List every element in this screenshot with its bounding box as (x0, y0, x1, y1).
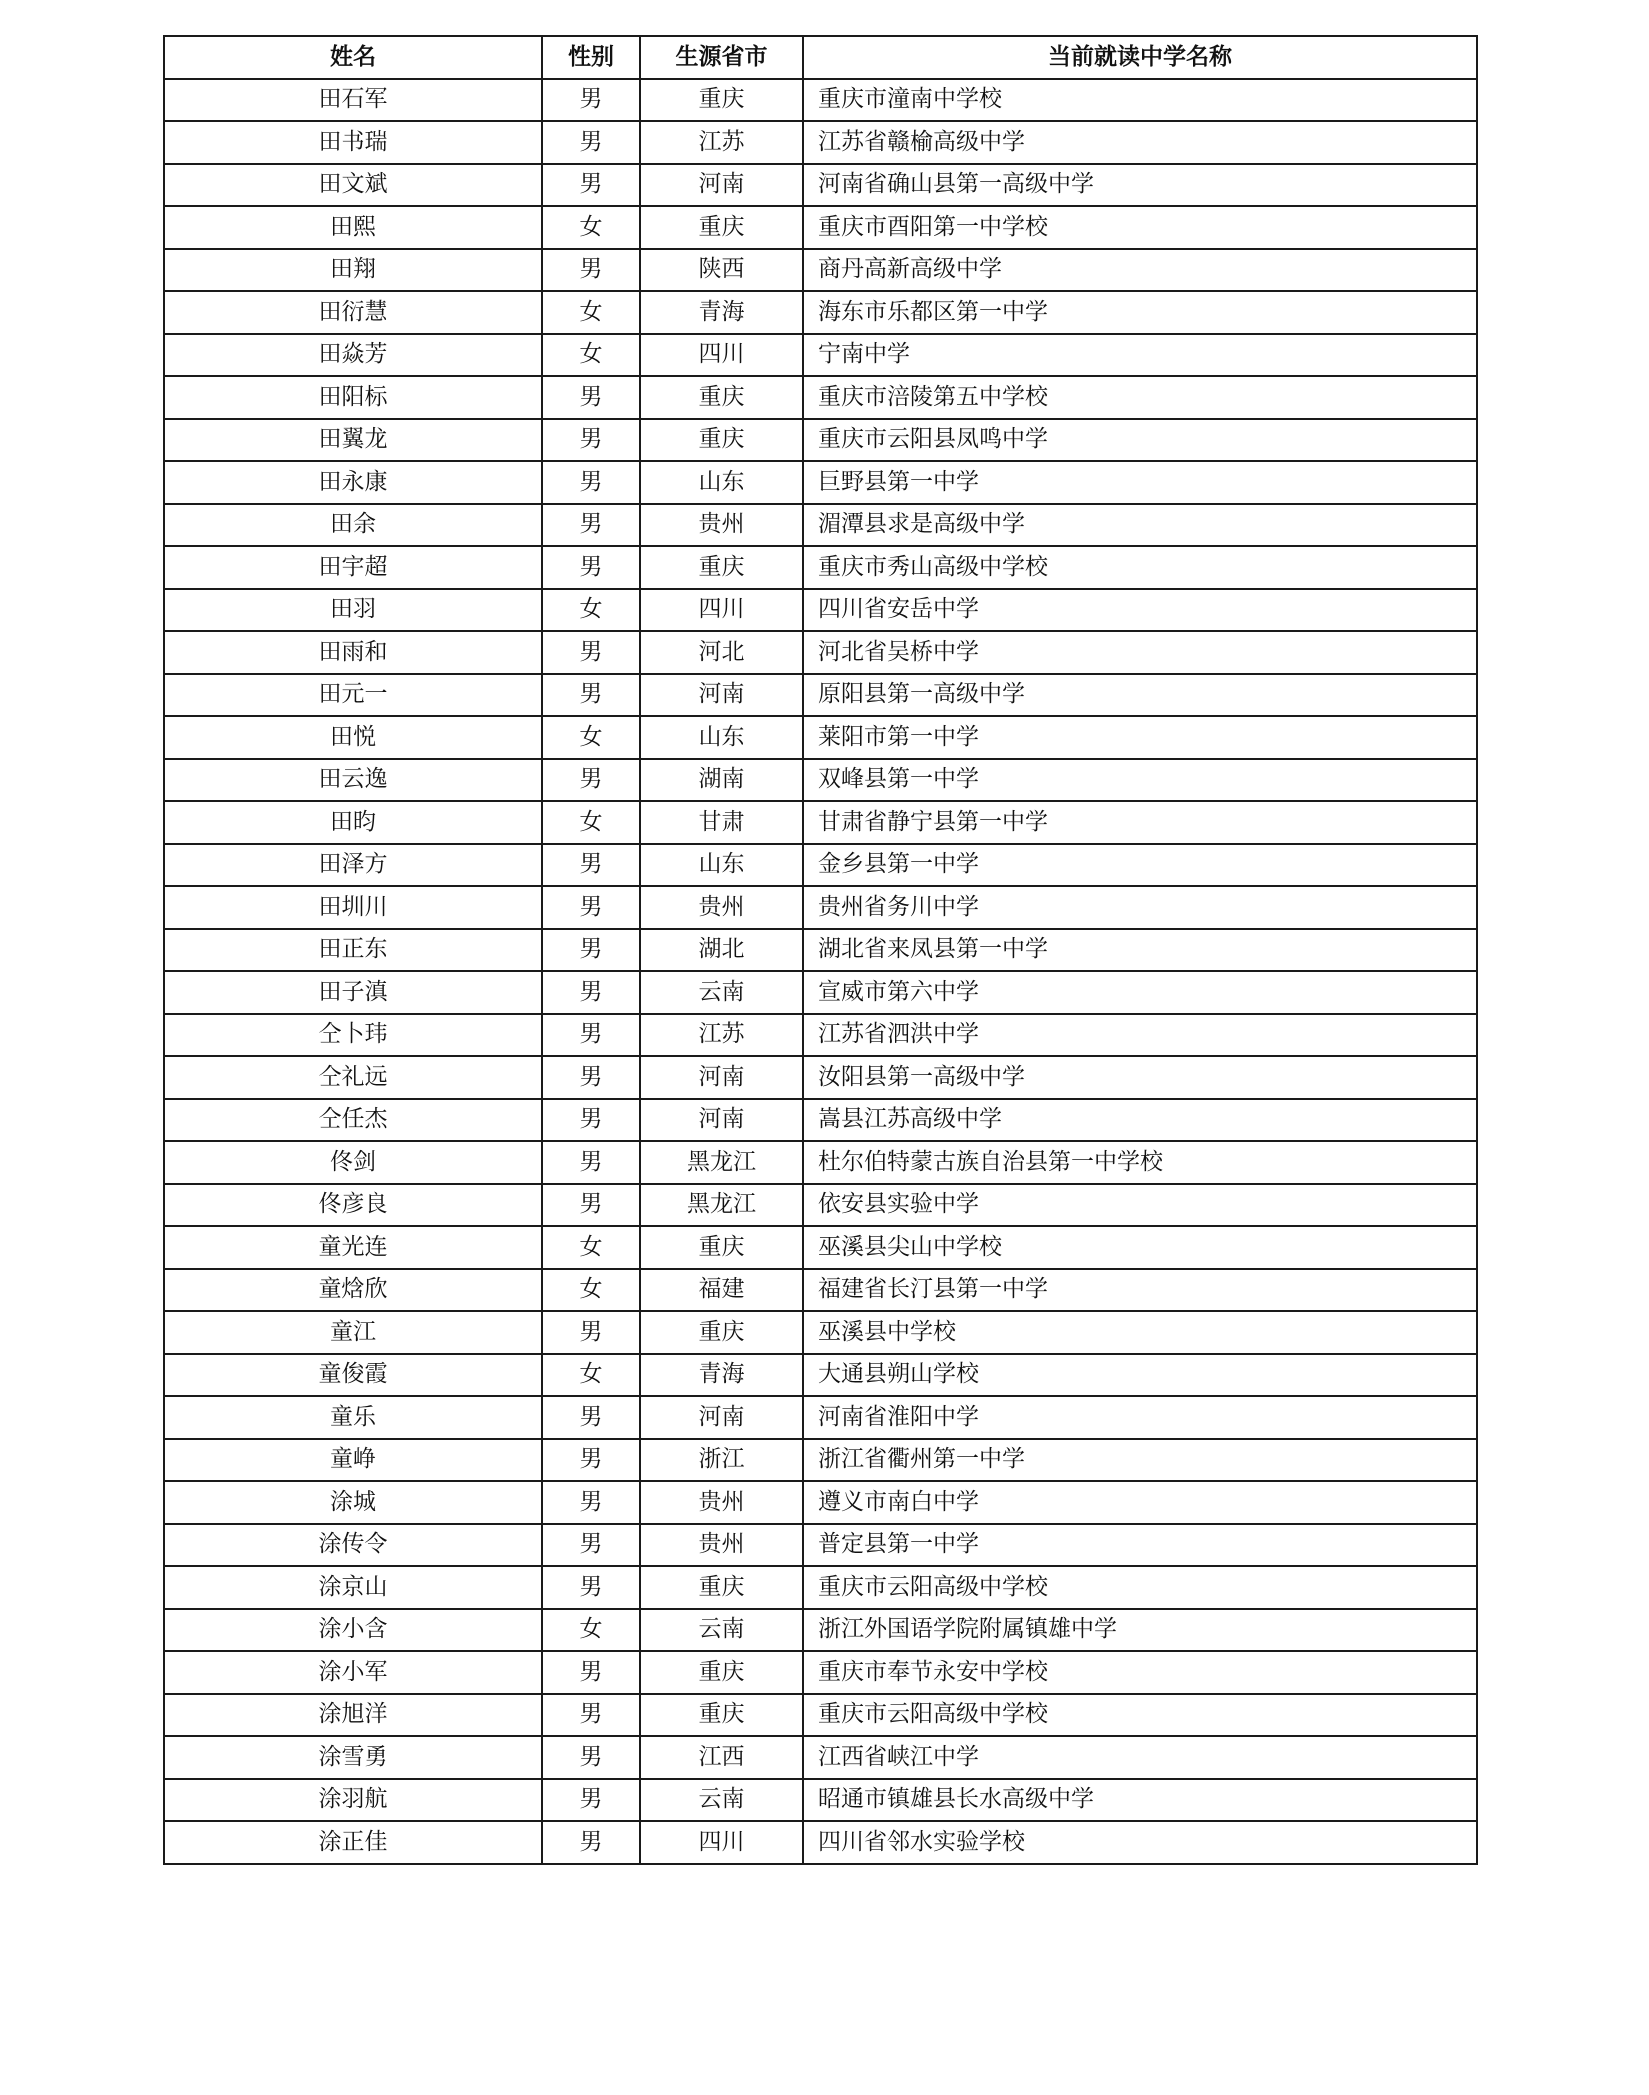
cell-gender: 男 (542, 79, 640, 122)
cell-gender: 女 (542, 334, 640, 377)
cell-province: 贵州 (640, 886, 803, 929)
cell-name: 田昀 (164, 801, 542, 844)
cell-school: 贵州省务川中学 (803, 886, 1477, 929)
cell-school: 金乡县第一中学 (803, 844, 1477, 887)
cell-gender: 男 (542, 1694, 640, 1737)
cell-province: 陕西 (640, 249, 803, 292)
cell-gender: 男 (542, 249, 640, 292)
cell-province: 重庆 (640, 206, 803, 249)
table-row (164, 801, 1477, 844)
cell-province: 湖北 (640, 929, 803, 972)
cell-gender: 男 (542, 1821, 640, 1864)
table-row (164, 249, 1477, 292)
header-school: 当前就读中学名称 (803, 36, 1477, 79)
cell-gender: 男 (542, 1524, 640, 1567)
cell-province: 青海 (640, 1354, 803, 1397)
header-row (164, 36, 1477, 79)
cell-gender: 男 (542, 376, 640, 419)
table-row (164, 971, 1477, 1014)
header-name: 姓名 (164, 36, 542, 79)
cell-gender: 男 (542, 1311, 640, 1354)
cell-school: 巨野县第一中学 (803, 461, 1477, 504)
cell-name: 童峥 (164, 1439, 542, 1482)
table-row (164, 844, 1477, 887)
cell-name: 田宇超 (164, 546, 542, 589)
cell-school: 遵义市南白中学 (803, 1481, 1477, 1524)
cell-name: 田文斌 (164, 164, 542, 207)
cell-school: 重庆市云阳高级中学校 (803, 1566, 1477, 1609)
cell-school: 河南省淮阳中学 (803, 1396, 1477, 1439)
cell-name: 童江 (164, 1311, 542, 1354)
cell-name: 仝卜玮 (164, 1014, 542, 1057)
cell-gender: 男 (542, 546, 640, 589)
cell-name: 涂正佳 (164, 1821, 542, 1864)
cell-gender: 女 (542, 1609, 640, 1652)
cell-province: 四川 (640, 1821, 803, 1864)
cell-province: 浙江 (640, 1439, 803, 1482)
table-row (164, 1056, 1477, 1099)
cell-school: 汝阳县第一高级中学 (803, 1056, 1477, 1099)
cell-province: 河南 (640, 674, 803, 717)
student-roster-table (163, 35, 1478, 1865)
cell-name: 田焱芳 (164, 334, 542, 377)
cell-name: 佟彦良 (164, 1184, 542, 1227)
cell-name: 田翼龙 (164, 419, 542, 462)
cell-gender: 男 (542, 886, 640, 929)
table-row (164, 1184, 1477, 1227)
cell-name: 田阳标 (164, 376, 542, 419)
table-row (164, 419, 1477, 462)
table-row (164, 546, 1477, 589)
cell-province: 黑龙江 (640, 1184, 803, 1227)
cell-school: 重庆市云阳县凤鸣中学 (803, 419, 1477, 462)
table-row (164, 1651, 1477, 1694)
cell-name: 仝任杰 (164, 1099, 542, 1142)
table-row (164, 759, 1477, 802)
table-row (164, 1524, 1477, 1567)
cell-name: 田衍慧 (164, 291, 542, 334)
table-row (164, 79, 1477, 122)
cell-school: 湖北省来凤县第一中学 (803, 929, 1477, 972)
cell-school: 双峰县第一中学 (803, 759, 1477, 802)
cell-province: 四川 (640, 334, 803, 377)
cell-school: 宣威市第六中学 (803, 971, 1477, 1014)
cell-school: 重庆市秀山高级中学校 (803, 546, 1477, 589)
cell-province: 贵州 (640, 504, 803, 547)
table-row (164, 1736, 1477, 1779)
cell-province: 河南 (640, 1396, 803, 1439)
cell-province: 河南 (640, 1099, 803, 1142)
table-row (164, 1226, 1477, 1269)
cell-gender: 男 (542, 121, 640, 164)
cell-name: 涂旭洋 (164, 1694, 542, 1737)
cell-gender: 女 (542, 206, 640, 249)
cell-school: 大通县朔山学校 (803, 1354, 1477, 1397)
cell-province: 江苏 (640, 121, 803, 164)
table-row (164, 164, 1477, 207)
table-row (164, 631, 1477, 674)
cell-school: 普定县第一中学 (803, 1524, 1477, 1567)
cell-gender: 男 (542, 1184, 640, 1227)
table-row (164, 1694, 1477, 1737)
cell-province: 黑龙江 (640, 1141, 803, 1184)
cell-name: 童焓欣 (164, 1269, 542, 1312)
cell-name: 涂小含 (164, 1609, 542, 1652)
table-row (164, 589, 1477, 632)
cell-school: 依安县实验中学 (803, 1184, 1477, 1227)
table-row (164, 1311, 1477, 1354)
cell-name: 田元一 (164, 674, 542, 717)
cell-province: 重庆 (640, 376, 803, 419)
cell-province: 贵州 (640, 1524, 803, 1567)
table-row (164, 1439, 1477, 1482)
table-row (164, 1099, 1477, 1142)
table-row (164, 1566, 1477, 1609)
cell-gender: 男 (542, 1141, 640, 1184)
cell-gender: 男 (542, 759, 640, 802)
cell-name: 田书瑞 (164, 121, 542, 164)
table-row (164, 1141, 1477, 1184)
cell-gender: 男 (542, 929, 640, 972)
cell-name: 田羽 (164, 589, 542, 632)
cell-gender: 女 (542, 291, 640, 334)
cell-name: 童乐 (164, 1396, 542, 1439)
cell-gender: 女 (542, 1354, 640, 1397)
cell-province: 河北 (640, 631, 803, 674)
table-row (164, 1609, 1477, 1652)
cell-name: 涂羽航 (164, 1779, 542, 1822)
cell-school: 重庆市云阳高级中学校 (803, 1694, 1477, 1737)
cell-school: 重庆市涪陵第五中学校 (803, 376, 1477, 419)
cell-gender: 男 (542, 1651, 640, 1694)
cell-school: 重庆市酉阳第一中学校 (803, 206, 1477, 249)
cell-name: 田子滇 (164, 971, 542, 1014)
table-row (164, 291, 1477, 334)
table-row (164, 929, 1477, 972)
cell-gender: 女 (542, 1226, 640, 1269)
cell-gender: 男 (542, 1014, 640, 1057)
cell-province: 河南 (640, 164, 803, 207)
cell-name: 涂传令 (164, 1524, 542, 1567)
cell-school: 江西省峡江中学 (803, 1736, 1477, 1779)
cell-gender: 男 (542, 674, 640, 717)
cell-gender: 女 (542, 716, 640, 759)
cell-name: 涂小军 (164, 1651, 542, 1694)
cell-province: 重庆 (640, 1651, 803, 1694)
table-body (164, 79, 1477, 1864)
cell-name: 田雨和 (164, 631, 542, 674)
cell-name: 田悦 (164, 716, 542, 759)
table-row (164, 1821, 1477, 1864)
header-province: 生源省市 (640, 36, 803, 79)
cell-name: 田圳川 (164, 886, 542, 929)
cell-gender: 男 (542, 1439, 640, 1482)
table-row (164, 376, 1477, 419)
table-row (164, 121, 1477, 164)
table-row (164, 334, 1477, 377)
cell-province: 云南 (640, 971, 803, 1014)
table-row (164, 1779, 1477, 1822)
cell-name: 童光连 (164, 1226, 542, 1269)
cell-name: 田余 (164, 504, 542, 547)
cell-province: 青海 (640, 291, 803, 334)
cell-province: 云南 (640, 1609, 803, 1652)
cell-name: 田正东 (164, 929, 542, 972)
cell-gender: 男 (542, 1779, 640, 1822)
cell-school: 嵩县江苏高级中学 (803, 1099, 1477, 1142)
cell-school: 宁南中学 (803, 334, 1477, 377)
cell-school: 商丹高新高级中学 (803, 249, 1477, 292)
cell-gender: 男 (542, 1099, 640, 1142)
table-row (164, 1481, 1477, 1524)
cell-name: 涂城 (164, 1481, 542, 1524)
header-gender: 性别 (542, 36, 640, 79)
cell-gender: 男 (542, 1481, 640, 1524)
table-row (164, 1354, 1477, 1397)
cell-name: 田熙 (164, 206, 542, 249)
cell-province: 河南 (640, 1056, 803, 1099)
cell-province: 四川 (640, 589, 803, 632)
cell-school: 海东市乐都区第一中学 (803, 291, 1477, 334)
cell-gender: 男 (542, 419, 640, 462)
cell-province: 重庆 (640, 546, 803, 589)
table-header (164, 36, 1477, 79)
cell-gender: 男 (542, 1566, 640, 1609)
cell-gender: 男 (542, 461, 640, 504)
cell-school: 河南省确山县第一高级中学 (803, 164, 1477, 207)
table-row (164, 1269, 1477, 1312)
cell-province: 重庆 (640, 1566, 803, 1609)
cell-school: 河北省吴桥中学 (803, 631, 1477, 674)
cell-province: 甘肃 (640, 801, 803, 844)
cell-province: 重庆 (640, 1226, 803, 1269)
table-row (164, 1396, 1477, 1439)
cell-province: 重庆 (640, 1311, 803, 1354)
cell-school: 江苏省赣榆高级中学 (803, 121, 1477, 164)
cell-name: 田泽方 (164, 844, 542, 887)
cell-province: 山东 (640, 461, 803, 504)
table-row (164, 886, 1477, 929)
cell-school: 甘肃省静宁县第一中学 (803, 801, 1477, 844)
cell-school: 杜尔伯特蒙古族自治县第一中学校 (803, 1141, 1477, 1184)
cell-name: 田翔 (164, 249, 542, 292)
cell-province: 云南 (640, 1779, 803, 1822)
cell-school: 福建省长汀县第一中学 (803, 1269, 1477, 1312)
table-row (164, 461, 1477, 504)
cell-name: 田云逸 (164, 759, 542, 802)
cell-school: 莱阳市第一中学 (803, 716, 1477, 759)
table-row (164, 1014, 1477, 1057)
cell-gender: 男 (542, 504, 640, 547)
table-row (164, 716, 1477, 759)
cell-gender: 男 (542, 1396, 640, 1439)
cell-school: 浙江省衢州第一中学 (803, 1439, 1477, 1482)
cell-school: 浙江外国语学院附属镇雄中学 (803, 1609, 1477, 1652)
cell-name: 涂京山 (164, 1566, 542, 1609)
cell-name: 田永康 (164, 461, 542, 504)
cell-gender: 男 (542, 844, 640, 887)
cell-gender: 男 (542, 1056, 640, 1099)
cell-school: 重庆市奉节永安中学校 (803, 1651, 1477, 1694)
cell-province: 湖南 (640, 759, 803, 802)
cell-gender: 女 (542, 801, 640, 844)
cell-gender: 男 (542, 164, 640, 207)
cell-province: 贵州 (640, 1481, 803, 1524)
cell-province: 重庆 (640, 79, 803, 122)
cell-province: 重庆 (640, 419, 803, 462)
cell-school: 昭通市镇雄县长水高级中学 (803, 1779, 1477, 1822)
cell-school: 重庆市潼南中学校 (803, 79, 1477, 122)
cell-province: 福建 (640, 1269, 803, 1312)
cell-school: 原阳县第一高级中学 (803, 674, 1477, 717)
cell-school: 四川省邻水实验学校 (803, 1821, 1477, 1864)
cell-name: 涂雪勇 (164, 1736, 542, 1779)
cell-name: 童俊霞 (164, 1354, 542, 1397)
cell-school: 四川省安岳中学 (803, 589, 1477, 632)
cell-province: 山东 (640, 716, 803, 759)
cell-province: 江苏 (640, 1014, 803, 1057)
cell-name: 仝礼远 (164, 1056, 542, 1099)
cell-school: 巫溪县中学校 (803, 1311, 1477, 1354)
cell-name: 佟剑 (164, 1141, 542, 1184)
cell-school: 巫溪县尖山中学校 (803, 1226, 1477, 1269)
cell-province: 重庆 (640, 1694, 803, 1737)
table-row (164, 504, 1477, 547)
table-row (164, 674, 1477, 717)
cell-gender: 女 (542, 1269, 640, 1312)
cell-school: 湄潭县求是高级中学 (803, 504, 1477, 547)
cell-name: 田石军 (164, 79, 542, 122)
table-row (164, 206, 1477, 249)
cell-school: 江苏省泗洪中学 (803, 1014, 1477, 1057)
cell-gender: 男 (542, 1736, 640, 1779)
cell-gender: 女 (542, 589, 640, 632)
cell-province: 江西 (640, 1736, 803, 1779)
cell-province: 山东 (640, 844, 803, 887)
cell-gender: 男 (542, 631, 640, 674)
cell-gender: 男 (542, 971, 640, 1014)
